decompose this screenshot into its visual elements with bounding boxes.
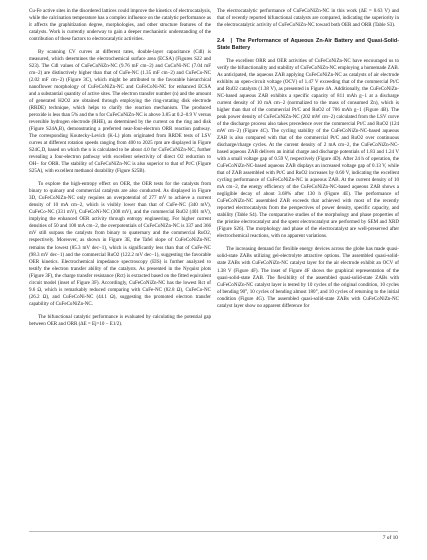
section-title: The Performance of Aqueous Zn-Air Battery and Quasi-Solid-State Battery [217,38,399,52]
page-number: 7 of 10 [382,535,398,541]
body-paragraph: The electrocatalytic performance of CuFeCoNiZn-NC in this work (ΔE = 0.63 V) and that of recently reported bifunctional catalysts are compared, indicating the superiority in the electrocatalytic activity of CuFeCoNiZn-NC toward both OER and ORR (Table S3). [217,8,399,29]
body-paragraph: To explore the high-entropy effect on OER, the OER tests for the catalysts from binary to quinary and commercial catalysts are also conducted. As displayed in Figure 3D, CuFeCoNiZn-NC only requires an overpotential of 277 mV to achieve a current density of 10 mA cm−2, which is visibly lower than that of CuFe-NC (340 mV), CuFeCo-NC (331 mV), CuFeCoNi-NC (308 mV), and the commercial RuO2 (401 mV), implying the enhanced OER activity through entropy engineering. For higher current densities of 50 and 100 mA cm−2, the overpotentials of CuFeCoNiZn-NC is 337 and 366 mV still surpass the catalysts from binary to quaternary and the commercial RuO2, respectively. Moreover, as shown in Figure 3E, the Tafel slope of CuFeCoNiZn-NC remains the lowest (85.3 mV dec−1), which is significantly less than that of CuFe-NC (98.3 mV dec−1) and the commercial RuO2 (122.2 mV dec−1), suggesting the favorable OER kinetics. Electrochemical impedance spectroscopy (EIS) is further analyzed to testify the electron transfer ability of the catalysts. As presented in the Nyquist plots (Figure 3F), the charge transfer resistance (Rct) is extracted based on the fitted equivalent circuit model (inset of Figure 3F). Accordingly, CuFeCoNiZn-NC has the lowest Rct of 9.6 Ω, which is remarkably reduced comparing with CuFe-NC (82.8 Ω), CuFeCo-NC (26.2 Ω), and CuFeCoNi-NC (44.1 Ω), suggesting the promoted electron transfer capability of CuFeCoNiZn-NC. [29,181,211,307]
footer-rule [29,531,398,532]
left-column [29,8,211,334]
body-paragraph: By scanning CV curves at different rates, double-layer capacitance (Cdl) is measured, which determines the electrochemical surface area (ECSA) (Figures S22 and S23). The Cdl values of CuFeCoNiZn-NC (9.76 mF cm−2) and CuCoNi-NC (7.04 mF cm−2) are distinctively higher than that of CuFe-NC (1.35 mF cm−2) and CuFeCo-NC (2.02 mF cm−2) (Figure 3C), which might be attributed to the favorable hierarchical nanoflower morphology of CuFeCoNiZn-NC and CuFeCoNi-NC for enhanced ECSA and a substantial quantity of active sites. The electron transfer number (n) and the amount of generated H2O2 are obtained through employing the ring-rotating disk electrode (RRDE) technique, which helps to clarify the reaction mechanism. The produced peroxide is less than 5% and the n for CuFeCoNiZn-NC is above 3.85 at 0.2–0.9 V versus reversible hydrogen electrode (RHE), as determined by the current on the ring and disk (Figure S24A,B), demonstrating a preferred near-four-electron ORR reaction pathway. The corresponding Koutecky-Levich (K-L) plots originated from RRDE tests of LSV curves at different rotation speeds ranging from 400 to 2025 rpm are displayed in Figure S24C,D, based on which the n is calculated to be about 4.0 for CuFeCoNiZn-NC, further revealing a four-electron pathway with excellent selectivity of direct O2 reduction to OH− for ORR. The stability of CuFeCoNiZn-NC is also superior to that of Pt/C (Figure S25A), with excellent methanol durability (Figure S25B). [29,49,211,175]
right-column [217,8,399,316]
section-heading [217,38,399,52]
body-paragraph: Cu-Fe active sites in the disordered lattices could improve the kinetics of electrocatalysis, while the calcination temperature has a complex influence on the catalytic performance as it affects the graphitization degree, morphologies, and other structure features of the catalysts. Work is currently underway to gain a deeper mechanistic understanding of the contribution of these factors to electrocatalytic activities. [29,8,211,43]
section-divider: | [230,38,233,45]
section-number: 2.4 [217,38,225,45]
body-paragraph: The bifunctional catalytic performance is evaluated by calculating the potential gap between OER and ORR (ΔE = Ej=10 − E1/2). [29,313,211,327]
body-paragraph: The increasing demand for flexible energy devices across the globe has made quasi-solid-state ZABs utilizing gel-electrolyte attractive options. The assembled quasi-solid-state ZABs with CuFeCoNiZn-NC catalyst layer for the air electrode exhibit an OCV of 1.38 V (Figure 4F). The inset of Figure 4F shows the graphical representation of the quasi-solid-state ZAB. The flexibility of the assembled quasi-solid-state ZABs with CuFeCoNiZn-NC catalyst layer is tested by 10 cycles of the original condition, 10 cycles of bending 90°, 10 cycles of bending almost 180°, and 10 cycles of returning to the initial condition (Figure 4G). The assembled quasi-solid-state ZABs with CuFeCoNiZn-NC catalyst layer show no apparent difference for [217,246,399,309]
body-paragraph: The excellent ORR and OER activities of CuFeCoNiZn-NC have encouraged us to verify the bifunctionality and stability of CuFeCoNiZn-NC employing a homemade ZAB. As anticipated, the aqueous ZAB applying CuFeCoNiZn-NC as catalysts of air electrode exhibits an open-circuit voltage (OCV) of 1.47 V exceeding that of the commercial Pt/C and RuO2 catalysts (1.38 V), as presented in Figure 4A. Additionally, the CuFeCoNiZn-NC-based aqueous ZAB exhibits a specific capacity of 811 mAh g−1 at a discharge current density of 10 mA cm−2 (normalized to the mass of consumed Zn), which is higher than that of the commercial Pt/C and RuO2 of 706 mAh g−1 (Figure 4B). The peak power density of CuFeCoNiZn-NC (202 mW cm−2) calculated from the LSV curve of the discharge process also takes precedence over the commercial Pt/C and RuO2 (124 mW cm−2) (Figure 4C). The cycling stability of the CuFeCoNiZn-NC-based aqueous ZAB is also compared with that of the commercial Pt/C and RuO2 over continuous discharge/charge cycles. At the current density of 2 mA cm−2, the CuFeCoNiZn-NC-based aqueous ZAB delivers an initial charge and discharge potentials of 1.83 and 1.24 V with a small voltage gap of 0.59 V, respectively (Figure 4D). After 24 h of operation, the CuFeCoNiZn-NC-based aqueous ZAB displays an increased voltage gap of 0.13 V, while that of ZAB assembled with Pt/C and RuO2 increases by 0.60 V, indicating the excellent cycling performance of CuFeCoNiZn-NC in aqueous ZAB. At the current density of 10 mA cm−2, the energy efficiency of the CuFeCoNiZn-NC-based aqueous ZAB shows a negligible decay of about 3.68% after 130 h (Figure 4E). The performance of CuFeCoNiZn-NC assembled ZAB exceeds that achieved with most of the recently reported electrocatalysts from the perspectives of power density, specific capacity, and stability (Table S4). The comparative studies of the morphology and phase properties of the pristine electrocatalyst and the spent electrocatalyst are performed by SEM and XRD (Figure S26). The morphology and phase of the electrocatalyst are well-preserved after electrochemical reactions, with no apparent variations. [217,58,399,240]
